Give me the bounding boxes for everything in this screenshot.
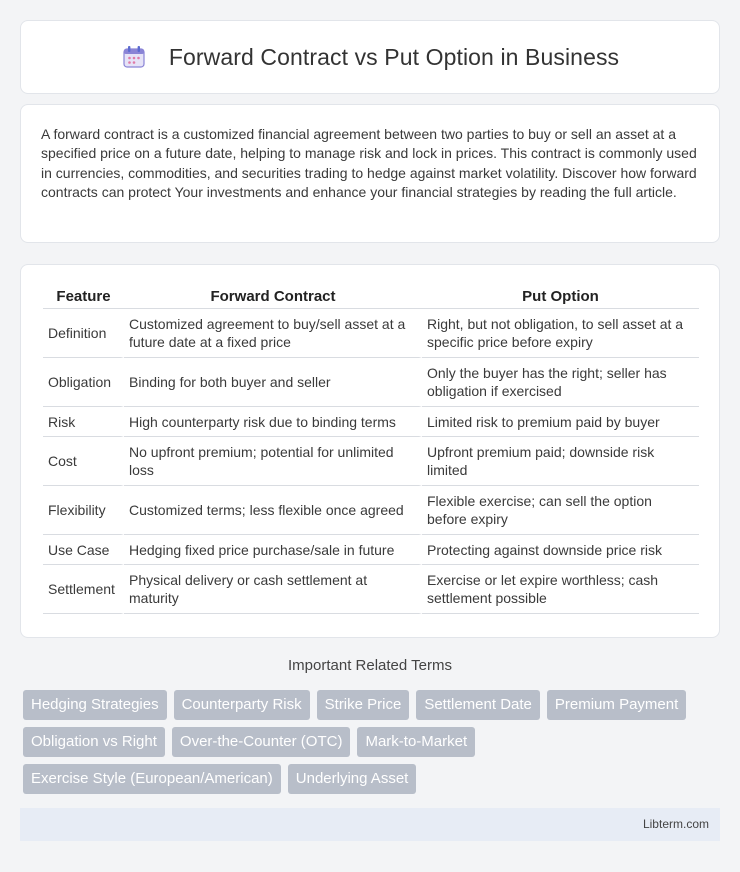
- table-row: [43, 437, 699, 486]
- tag-over-the-counter[interactable]: Over-the-Counter (OTC): [172, 727, 351, 757]
- table-row: [43, 486, 699, 535]
- table-row: [43, 358, 699, 407]
- row-forward: Physical delivery or cash settlement at maturity: [124, 565, 422, 614]
- table-row: [43, 565, 699, 614]
- calendar-icon: [121, 44, 147, 70]
- header-feature: Feature: [43, 285, 124, 309]
- row-put: Exercise or let expire worthless; cash settlement possible: [422, 565, 699, 614]
- row-put: Upfront premium paid; downside risk limited: [422, 437, 699, 486]
- row-put: Right, but not obligation, to sell asset at a specific price before expiry: [422, 309, 699, 358]
- table-header-row: [43, 285, 699, 309]
- row-forward: Customized terms; less flexible once agreed: [124, 486, 422, 535]
- header-put-option: Put Option: [422, 285, 699, 309]
- row-forward: Customized agreement to buy/sell asset at a future date at a fixed price: [124, 309, 422, 358]
- intro-text: A forward contract is a customized financial agreement between two parties to buy or sell an asset at a specified price on a future date, helping to manage risk and lock in prices. This contract is commonly used in currencies, commodities, and securities trading to hedge against market volatility. Discover how forward contracts can protect Your investments and enhance your financial strategies by reading the full article.: [41, 126, 697, 201]
- header-forward-contract: Forward Contract: [124, 285, 422, 309]
- tag-hedging-strategies[interactable]: Hedging Strategies: [23, 690, 167, 720]
- tag-settlement-date[interactable]: Settlement Date: [416, 690, 540, 720]
- row-feature: Obligation: [43, 358, 124, 407]
- table-row: [43, 407, 699, 437]
- intro-card: [20, 104, 720, 243]
- tag-premium-payment[interactable]: Premium Payment: [547, 690, 686, 720]
- table-row: [43, 535, 699, 565]
- row-put: Flexible exercise; can sell the option before expiry: [422, 486, 699, 535]
- tag-underlying-asset[interactable]: Underlying Asset: [288, 764, 417, 794]
- header-card: [20, 20, 720, 94]
- tag-counterparty-risk[interactable]: Counterparty Risk: [174, 690, 310, 720]
- row-put: Only the buyer has the right; seller has obligation if exercised: [422, 358, 699, 407]
- row-feature: Risk: [43, 407, 124, 437]
- tag-strike-price[interactable]: Strike Price: [317, 690, 410, 720]
- row-forward: High counterparty risk due to binding terms: [124, 407, 422, 437]
- footer: [20, 808, 720, 841]
- row-put: Limited risk to premium paid by buyer: [422, 407, 699, 437]
- table-row: [43, 309, 699, 358]
- tag-exercise-style[interactable]: Exercise Style (European/American): [23, 764, 281, 794]
- row-feature: Settlement: [43, 565, 124, 614]
- page-title: Forward Contract vs Put Option in Business: [168, 43, 620, 70]
- row-feature: Use Case: [43, 535, 124, 565]
- comparison-table: [43, 285, 699, 614]
- row-put: Protecting against downside price risk: [422, 535, 699, 565]
- related-terms-title: Important Related Terms: [288, 657, 452, 674]
- tag-obligation-vs-right[interactable]: Obligation vs Right: [23, 727, 165, 757]
- row-forward: Hedging fixed price purchase/sale in future: [124, 535, 422, 565]
- comparison-table-card: [20, 264, 720, 638]
- row-forward: No upfront premium; potential for unlimited loss: [124, 437, 422, 486]
- related-terms-tags: [23, 690, 723, 794]
- row-feature: Cost: [43, 437, 124, 486]
- footer-site-link[interactable]: Libterm.com: [642, 817, 709, 831]
- row-feature: Definition: [43, 309, 124, 358]
- row-forward: Binding for both buyer and seller: [124, 358, 422, 407]
- row-feature: Flexibility: [43, 486, 124, 535]
- tag-mark-to-market[interactable]: Mark-to-Market: [357, 727, 475, 757]
